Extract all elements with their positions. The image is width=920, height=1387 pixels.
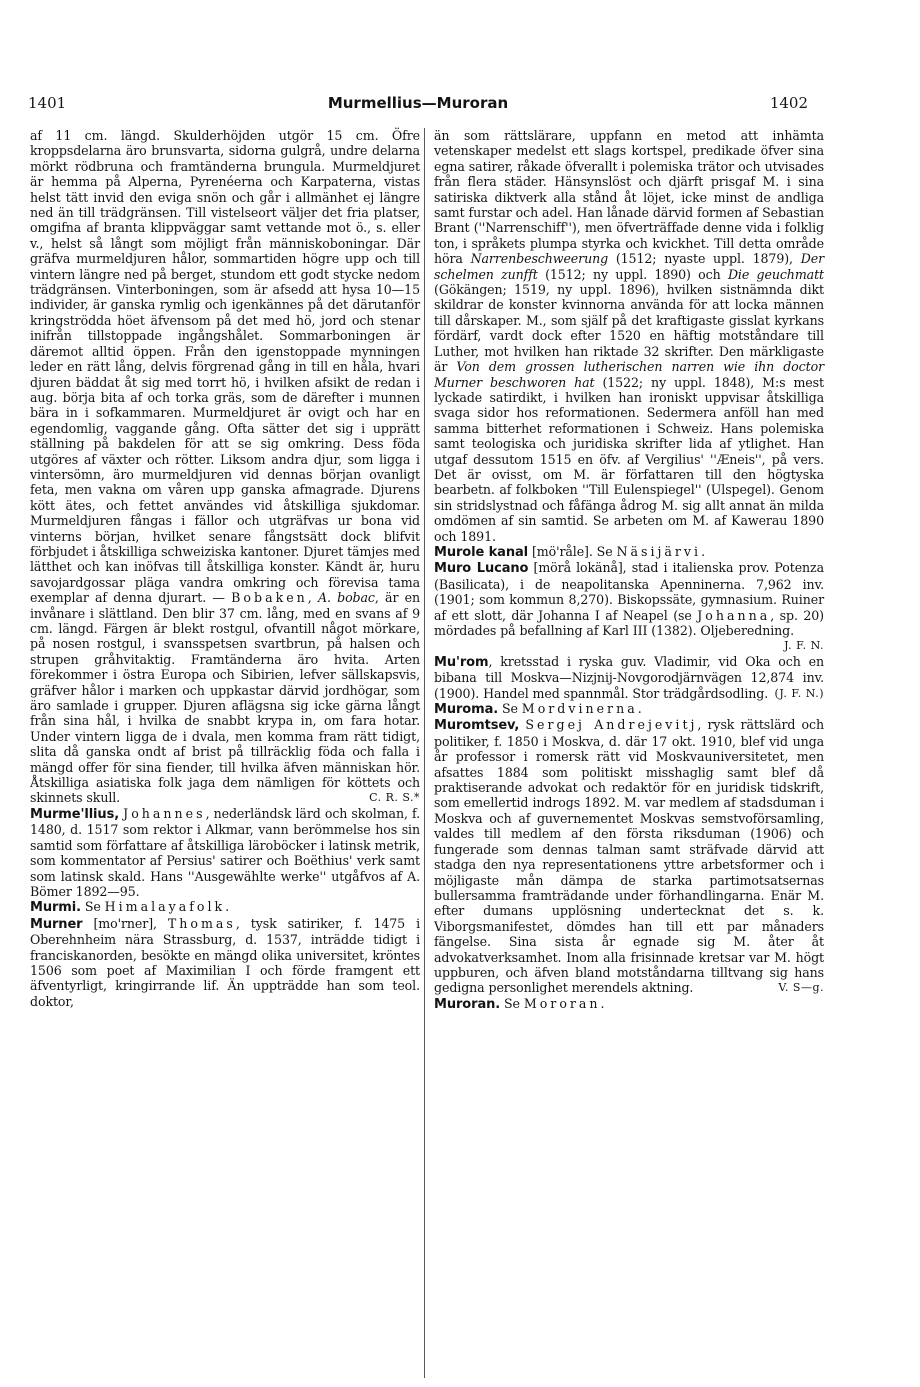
page-number-right: 1402: [769, 94, 808, 112]
entry-murner: Murner [mo'rner], Thomas, tysk satiriker, f. 1475 i Oberehnheim nära Strassburg, d. 1537, inträdde tidigt i franciskanorden, besökte en mängd olika universitet, kröntes 1506 som poet af Maximilian I och förde framgent ett äfventyrligt, kringirrande lif. Än uppträdde han som teol. doktor,: [30, 915, 420, 1009]
running-head: Murmellius—Muroran: [327, 94, 509, 112]
cross-reference: Mororan.: [523, 995, 608, 1011]
headword: Murole kanal: [434, 544, 529, 560]
work-title: Die geuchmatt: [727, 266, 824, 282]
author-signature: C. R. S.*: [369, 791, 420, 805]
author-signature: J. F. N.: [784, 639, 824, 653]
entry-muromtsev: Muromtsev, Sergej Andrejevitj, rysk rättslärd och politiker, f. 1850 i Moskva, d. där 17 okt. 1910, blef vid unga år professor i romersk rätt vid Moskvauniversitetet, men afsattes 1884 som politiskt misshaglig samt blef då praktiserande advokat och redaktör för en juridisk tidskrift, som emellertid indrogs 1892. M. var medlem af stadsduman i Moskva och af guvernementet Moskvas semstvoförsamling, valdes till medlem af den första riksduman (1906) och fungerade som dennas talman samt sträfvade därvid att stadga den nya representationens yttre arbetsformer och i möjligaste mån dämpa de starka partimotsatsernas bullersamma framträdande under förhandlingarna. Enär M. efter dumans upplösning undertecknat det s. k. Viborgsmanifestet, dömdes han till ett par månaders fängelse. Sina sista år egnade sig M. åter åt advokatverksamhet. Inom alla frisinnade kretsar var M. högt uppburen, och äfven bland motståndarna tilltvang sig hans gedigna personlighet merendels aktning. V. S—g.: [434, 717, 824, 996]
entry-murole-kanal: Murole kanal [mö'råle]. Se Näsijärvi.: [434, 543, 709, 560]
work-title: Der schelmen zunfft: [434, 251, 824, 282]
headword: Muroma.: [434, 702, 499, 718]
entry-muro-lucano: Muro Lucano [mörå lokänå], stad i italienska prov. Potenza (Basilicata), i de neapolitanska Apenninerna. 7,962 inv. (1901; som kommun 8,270). Biskopssäte, gymnasium. Ruiner af ett slott, där Johanna I af Neapel (se Johanna, sp. 20) mördades på befallning af Karl III (1382). Oljeberedning. J. F. N.: [434, 560, 825, 653]
entry-muroma: Muroma. Se Mordvinerna.: [434, 701, 645, 718]
headword: Muroran.: [434, 996, 501, 1012]
author-signature: V. S—g.: [778, 981, 824, 995]
murmeldjur-continuation: af 11 cm. längd. Skulderhöjden utgör 15 cm. Öfre kroppsdelarna äro brunsvarta, sidorna gulgrå, undre delarna mörkt rödbruna och framtänderna brungula. Murmeldjuret är hemma på Alperna, Pyrenéerna och Karpaterna, vistas helst tätt invid den eviga snön och går i allmänhet ej längre ned än till trädgränsen. Till vistelseort väljer det fria platser, omgifna af branta klippväggar samt vettande mot ö., s. eller v., helst så långt som möjligt från människoboningar. Där gräfva murmeldjuren hålor, sommartiden högre upp och till vintern längre ned på berget, stundom ett godt stycke nedom trädgränsen. Vinterboningen, som är afsedd att hysa 10—15 individer, är ganska rymlig och igenkännes på det därutanför kringströdda höet äfvensom på det med hö, jord och stenar inifrån tillstoppade ingångshålet. Sommarboningen är däremot alltid öppen. Från den igenstoppade mynningen leder en rätt lång, delvis förgrenad gång in till en håla, hvari djuren bäddat åt sig med torrt hö, i hvilken afsikt de redan i aug. börja bita af och torka gräs, som de därefter i munnen bära in i sofkammaren. Murmeldjuret är ovigt och har en egendomlig, vaggande gång. Ofta sätter det sig i upprätt ställning på bakdelen för att se sig omkring. Dess föda utgöres af växter och rötter. Liksom andra djur, som ligga i vintersömn, äro murmeldjuren vid dennas början ovanligt feta, men vakna om våren upp ganska afmagrade. Djurens kött ätes, och fettet användes vid åtskilliga sjukdomar. Murmeldjuren fångas i fällor och utgräfvas ur bona vid vinterns början, hvilket senare fångstsätt dock blifvit förbjudet i åtskilliga schweiziska kantoner. Djuret tämjes med lätthet och kan inöfvas till åtskilliga konster. Kändt är, huru savojardgossar pläga vandra omkring och förevisa tama exemplar af denna djurart. — Bobaken, A. bobac, är en invånare i slättland. Den blir 37 cm. lång, med en svans af 9 cm. längd. Färgen är blekt rostgul, ofvantill något mörkare, på nosen rostgul, i svansspetsen svartbrun, på halsen och strupen gråhvitaktig. Framtänderna äro hvita. Arten förekommer i östra Europa och Sibirien, lefver sällskapsvis, gräfver hålor i marken och uppkastar därvid jordhögar, som äro samlade i grupper. Djuren aflägsna sig icke gärna långt från sina hål, i hvilka de snabbt krypa in, om fara hotar. Under vintern ligga de i dvala, men komma fram rätt tidigt, slita då ganska ondt af brist på tillräcklig föda och falla i mängd offer för sina fiender, till hvilka äfven människan hör. Åtskilliga asiatiska folk jaga dem nämligen för köttets och skinnets skull. C. R. S.*: [30, 128, 421, 806]
work-title: Narrenbeschweerung: [470, 251, 609, 267]
column-divider: [424, 128, 425, 1378]
cross-reference: Mordvinerna.: [521, 701, 645, 717]
headword: Muromtsev,: [434, 718, 520, 734]
cross-reference: Himalayafolk.: [104, 899, 233, 915]
headword: Murner: [30, 916, 83, 932]
entry-murmellius: Murme'llius, Johannes, nederländsk lärd och skolman, f. 1480, d. 1517 som rektor i Alkmar, vann berömmelse hos sin samtid som författare af åtskilliga läroböcker i latinsk metrik, som kommentator af Persius' satirer och Boëthius' verk samt som latinsk skald. Hans ''Ausgewählte werke'' utgåfvos af A. Bömer 1892—95.: [30, 805, 420, 899]
headword: Muro Lucano: [434, 561, 529, 577]
cross-reference: Johanna: [697, 607, 771, 623]
entry-muroran: Muroran. Se Mororan.: [434, 995, 608, 1012]
headword: Mu'rom: [434, 654, 489, 670]
right-column: [434, 128, 824, 1012]
entry-murom: Mu'rom, kretsstad i ryska guv. Vladimir, vid Oka och en bibana till Moskva—Nizjnij-Novgorodjärnvägen 12,874 inv. (1900). Handel med spannmål. Stor trädgårdsodling. (J. F. N.): [434, 653, 824, 701]
left-column: [30, 128, 420, 1009]
headword: Murme'llius,: [30, 806, 120, 822]
headword: Murmi.: [30, 900, 81, 916]
work-title: Von dem grossen lutherischen narren wie ihn doctor Murner beschworen hat: [434, 359, 824, 390]
cross-reference: Näsijärvi.: [616, 543, 709, 559]
murner-continuation: än som rättslärare, uppfann en metod att inhämta vetenskaper medelst ett slags kortspel, predikade öfver sina egna satirer, råkade öfverallt i polemiska trätor och utvisades från flera städer. Hänsynslöst och djärft prisgaf M. i sina satiriska diktverk alla stånd åt löjet, icke minst de andliga samt furstar och adel. Han lånade därvid formen af Sebastian Brant (''Narrenschiff''), men öfverträffade denne vida i folklig ton, i språkets plumpa styrka och kvickhet. Till detta område höra Narrenbeschweerung (1512; nyaste uppl. 1879), Der schelmen zunfft (1512; ny uppl. 1890) och Die geuchmatt (Gökängen; 1519, ny uppl. 1896), hvilken sistnämnda dikt skildrar de konster kvinnorna använda för att locka männen till dårskaper. M., som själf på det kraftigaste gisslat kyrkans fördärf, vardt dock efter 1520 en häftig motståndare till Luther, mot hvilken han riktade 32 skrifter. Den märkligaste är Von dem grossen lutherischen narren wie ihn doctor Murner beschworen hat (1522; ny uppl. 1848), M:s mest lyckade satirdikt, i hvilken han ironiskt uppvisar åtskilliga svaga sidor hos reformationen. Sedermera anföll han med samma bitterhet reformationen i Schweiz. Hans polemiska samt teologiska och juridiska skrifter lida af ytlighet. Han utgaf dessutom 1515 en öfv. af Vergilius' ''Æneis'', på vers. Det är ovisst, om M. är författaren till den högtyska bearbetn. af folkboken ''Till Eulenspiegel'' (Ulspegel). Genom sin stridslystnad och fåfänga ådrog M. sig allt annat än milda omdömen af sin samtid. Se arbeten om M. af Kawerau 1890 och 1891.: [434, 128, 824, 544]
page-number-left: 1401: [28, 94, 67, 112]
author-signature: (J. F. N.): [774, 686, 824, 700]
page-header: [28, 94, 808, 114]
entry-murmi: Murmi. Se Himalayafolk.: [30, 899, 233, 916]
